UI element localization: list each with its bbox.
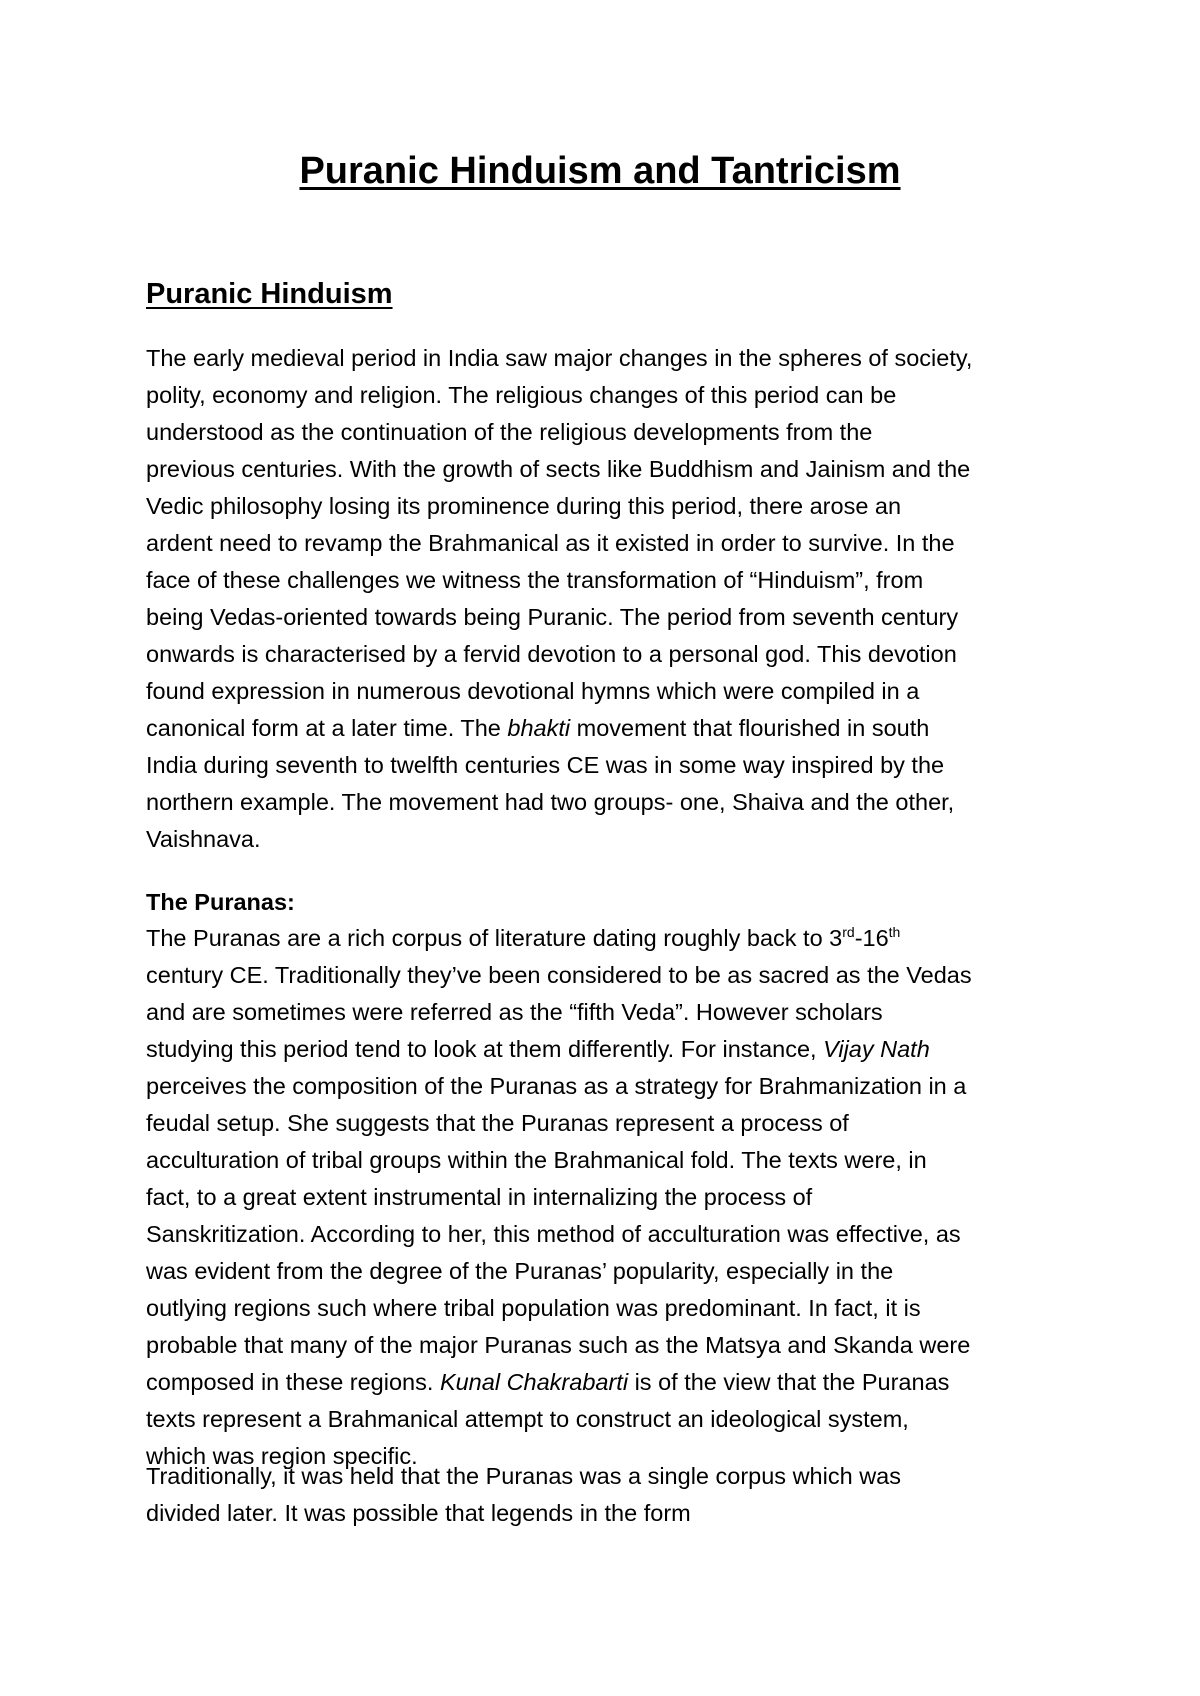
text-line: Vedic philosophy losing its prominence during this period, there arose an: [146, 493, 902, 519]
text-run: studying this period tend to look at them differently. For instance,: [146, 1036, 824, 1062]
text-line: feudal setup. She suggests that the Puranas represent a process of: [146, 1110, 849, 1136]
text-line: The early medieval period in India saw major changes in the spheres of society,: [146, 345, 973, 371]
text-line: onwards is characterised by a fervid devotion to a personal god. This devotion: [146, 641, 957, 667]
text-run: is of the view that the Puranas: [628, 1369, 950, 1395]
paragraph-1: [146, 340, 1086, 858]
text-line: understood as the continuation of the religious developments from the: [146, 419, 873, 445]
text-line: India during seventh to twelfth centuries CE was in some way inspired by the: [146, 752, 945, 778]
text-run: -16: [854, 925, 889, 951]
text-line: was evident from the degree of the Puranas’ popularity, especially in the: [146, 1258, 894, 1284]
text-line: [146, 920, 1086, 957]
text-line: acculturation of tribal groups within the Brahmanical fold. The texts were, in: [146, 1147, 927, 1173]
text-line: previous centuries. With the growth of sects like Buddhism and Jainism and the: [146, 456, 971, 482]
text-line: northern example. The movement had two groups- one, Shaiva and the other,: [146, 789, 955, 815]
text-line: probable that many of the major Puranas such as the Matsya and Skanda were: [146, 1332, 971, 1358]
text-line: [146, 1364, 1086, 1401]
text-line: [146, 710, 1086, 747]
text-run: movement that flourished in south: [570, 715, 930, 741]
superscript: th: [888, 924, 901, 941]
text-line: divided later. It was possible that legends in the form: [146, 1500, 691, 1526]
italic-author: Vijay Nath: [823, 1036, 930, 1062]
text-line: fact, to a great extent instrumental in internalizing the process of: [146, 1184, 813, 1210]
italic-author: Kunal Chakrabarti: [439, 1369, 629, 1395]
superscript: rd: [842, 924, 855, 941]
paragraph-3: [146, 1458, 1086, 1532]
text-line: Traditionally, it was held that the Puranas was a single corpus which was: [146, 1463, 901, 1489]
text-line: face of these challenges we witness the transformation of “Hinduism”, from: [146, 567, 924, 593]
text-line: Vaishnava.: [146, 826, 261, 852]
text-line: polity, economy and religion. The religious changes of this period can be: [146, 382, 897, 408]
text-line: perceives the composition of the Puranas as a strategy for Brahmanization in a: [146, 1073, 967, 1099]
text-line: found expression in numerous devotional hymns which were compiled in a: [146, 678, 920, 704]
document-title: Puranic Hinduism and Tantricism: [299, 150, 901, 192]
text-line: century CE. Traditionally they’ve been considered to be as sacred as the Vedas: [146, 962, 972, 988]
text-line: which was region specific.: [146, 1443, 418, 1469]
text-line: outlying regions such where tribal population was predominant. In fact, it is: [146, 1295, 921, 1321]
text-run: canonical form at a later time. The: [146, 715, 508, 741]
text-line: ardent need to revamp the Brahmanical as it existed in order to survive. In the: [146, 530, 955, 556]
text-line: texts represent a Brahmanical attempt to construct an ideological system,: [146, 1406, 909, 1432]
italic-term: bhakti: [507, 715, 571, 741]
text-line: Sanskritization. According to her, this method of acculturation was effective, as: [146, 1221, 961, 1247]
text-line: and are sometimes were referred as the “fifth Veda”. However scholars: [146, 999, 883, 1025]
text-run: composed in these regions.: [146, 1369, 440, 1395]
section-heading: Puranic Hinduism: [146, 278, 393, 310]
text-run: The Puranas are a rich corpus of literature dating roughly back to 3: [146, 925, 843, 951]
text-line: being Vedas-oriented towards being Puranic. The period from seventh century: [146, 604, 959, 630]
subheading-puranas: The Puranas:: [146, 889, 295, 915]
paragraph-2: [146, 920, 1086, 1475]
text-line: [146, 1031, 1086, 1068]
